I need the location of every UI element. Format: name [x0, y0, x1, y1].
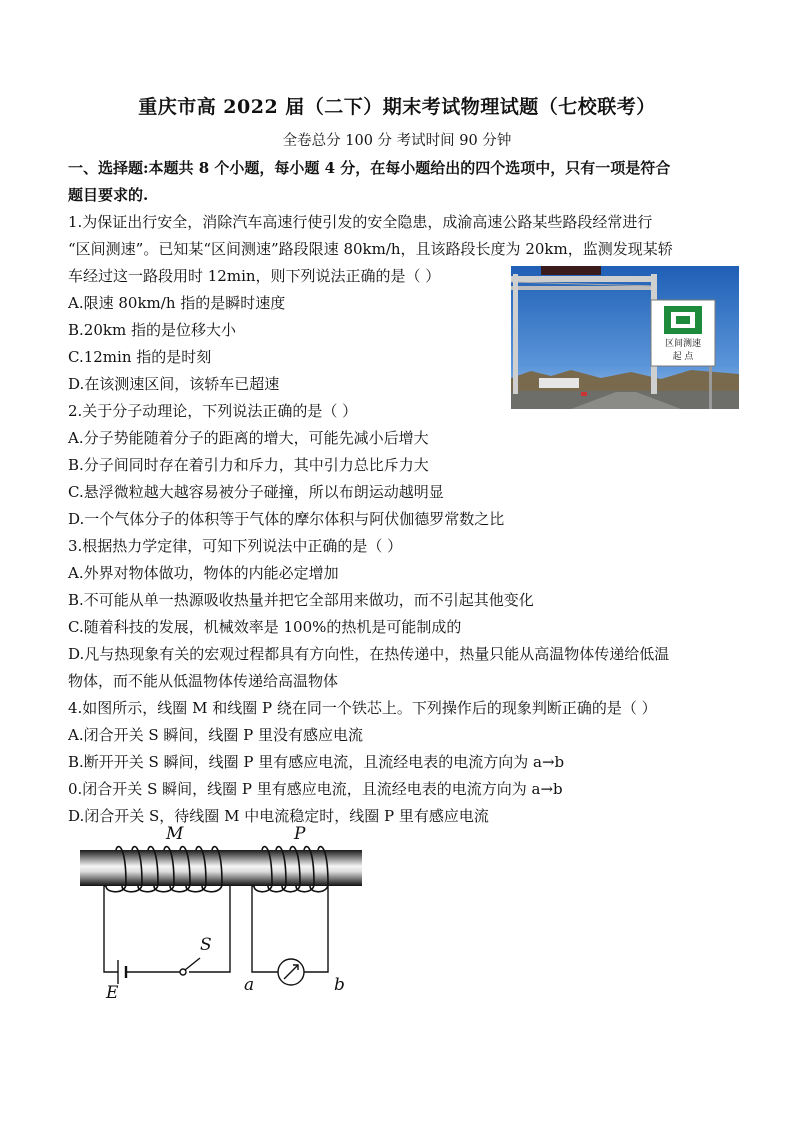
q4-option-a: A.闭合开关 S 瞬间，线圈 P 里没有感应电流 [68, 726, 364, 744]
sign-text-start: 起 点 [672, 352, 694, 362]
label-p: P [294, 824, 306, 844]
exam-info: 全卷总分 100 分 考试时间 90 分钟 [282, 133, 512, 149]
q4-option-c: 0.闭合开关 S 瞬间，线圈 P 里有感应电流，且流经电表的电流方向为 a→b [68, 780, 563, 798]
q2-stem: 2.关于分子动理论，下列说法正确的是（ ） [68, 402, 358, 420]
q4-option-d: D.闭合开关 S，待线圈 M 中电流稳定时，线圈 P 里有感应电流 [68, 807, 489, 825]
q3-option-c: C.随着科技的发展，机械效率是 100%的热机是可能制成的 [68, 618, 462, 636]
label-s: S [200, 935, 212, 955]
q1-stem-line2: “区间测速”。已知某“区间测速”路段限速 80km/h，且该路段长度为 20km，监测发现某轿 [68, 240, 673, 258]
q2-option-a: A.分子势能随着分子的距离的增大，可能先减小后增大 [68, 429, 429, 447]
q1-option-b: B.20km 指的是位移大小 [68, 321, 236, 339]
q2-option-c: C.悬浮微粒越大越容易被分子碰撞，所以布朗运动越明显 [68, 483, 444, 501]
label-b: b [334, 975, 345, 995]
q3-option-b: B.不可能从单一热源吸收热量并把它全部用来做功，而不引起其他变化 [68, 591, 534, 609]
q1-option-d: D.在该测速区间，该轿车已超速 [68, 375, 280, 393]
q1-option-a: A.限速 80km/h 指的是瞬时速度 [68, 294, 286, 312]
q4-stem: 4.如图所示，线圈 M 和线圈 P 绕在同一个铁芯上。下列操作后的现象判断正确的是（ ） [68, 699, 657, 717]
q2-option-b: B.分子间同时存在着引力和斥力，其中引力总比斥力大 [68, 456, 429, 474]
q1-stem-line3: 车经过这一路段用时 12min，则下列说法正确的是（ ） [68, 267, 441, 285]
section-heading-line2: 题目要求的. [68, 186, 149, 204]
label-e: E [106, 983, 119, 1002]
coil-circuit-diagram [76, 822, 366, 1002]
speed-camera-photo [511, 266, 739, 409]
q2-option-d: D.一个气体分子的体积等于气体的摩尔体积与阿伏伽德罗常数之比 [68, 510, 505, 528]
section-heading-line1: 一、选择题:本题共 8 个小题，每小题 4 分，在每小题给出的四个选项中，只有一项是符合 [68, 159, 671, 177]
q3-option-a: A.外界对物体做功，物体的内能必定增加 [68, 564, 339, 582]
label-m: M [166, 824, 184, 844]
q3-option-d-line2: 物体，而不能从低温物体传递给高温物体 [68, 672, 339, 690]
q1-option-c: C.12min 指的是时刻 [68, 348, 212, 366]
q4-option-b: B.断开开关 S 瞬间，线圈 P 里有感应电流，且流经电表的电流方向为 a→b [68, 753, 565, 771]
switch-s [185, 958, 200, 970]
label-a: a [244, 975, 255, 995]
q1-stem-line1: 1.为保证出行安全，消除汽车高速行使引发的安全隐患，成渝高速公路某些路段经常进行 [68, 213, 653, 231]
q3-stem: 3.根据热力学定律，可知下列说法中正确的是（ ） [68, 537, 403, 555]
page-title: 重庆市高 2022 届（二下）期末考试物理试题（七校联考） [138, 96, 656, 118]
sign-text-zone: 区间测速 [664, 339, 702, 349]
q3-option-d-line1: D.凡与热现象有关的宏观过程都具有方向性，在热传递中，热量只能从高温物体传递给低温 [68, 645, 670, 663]
